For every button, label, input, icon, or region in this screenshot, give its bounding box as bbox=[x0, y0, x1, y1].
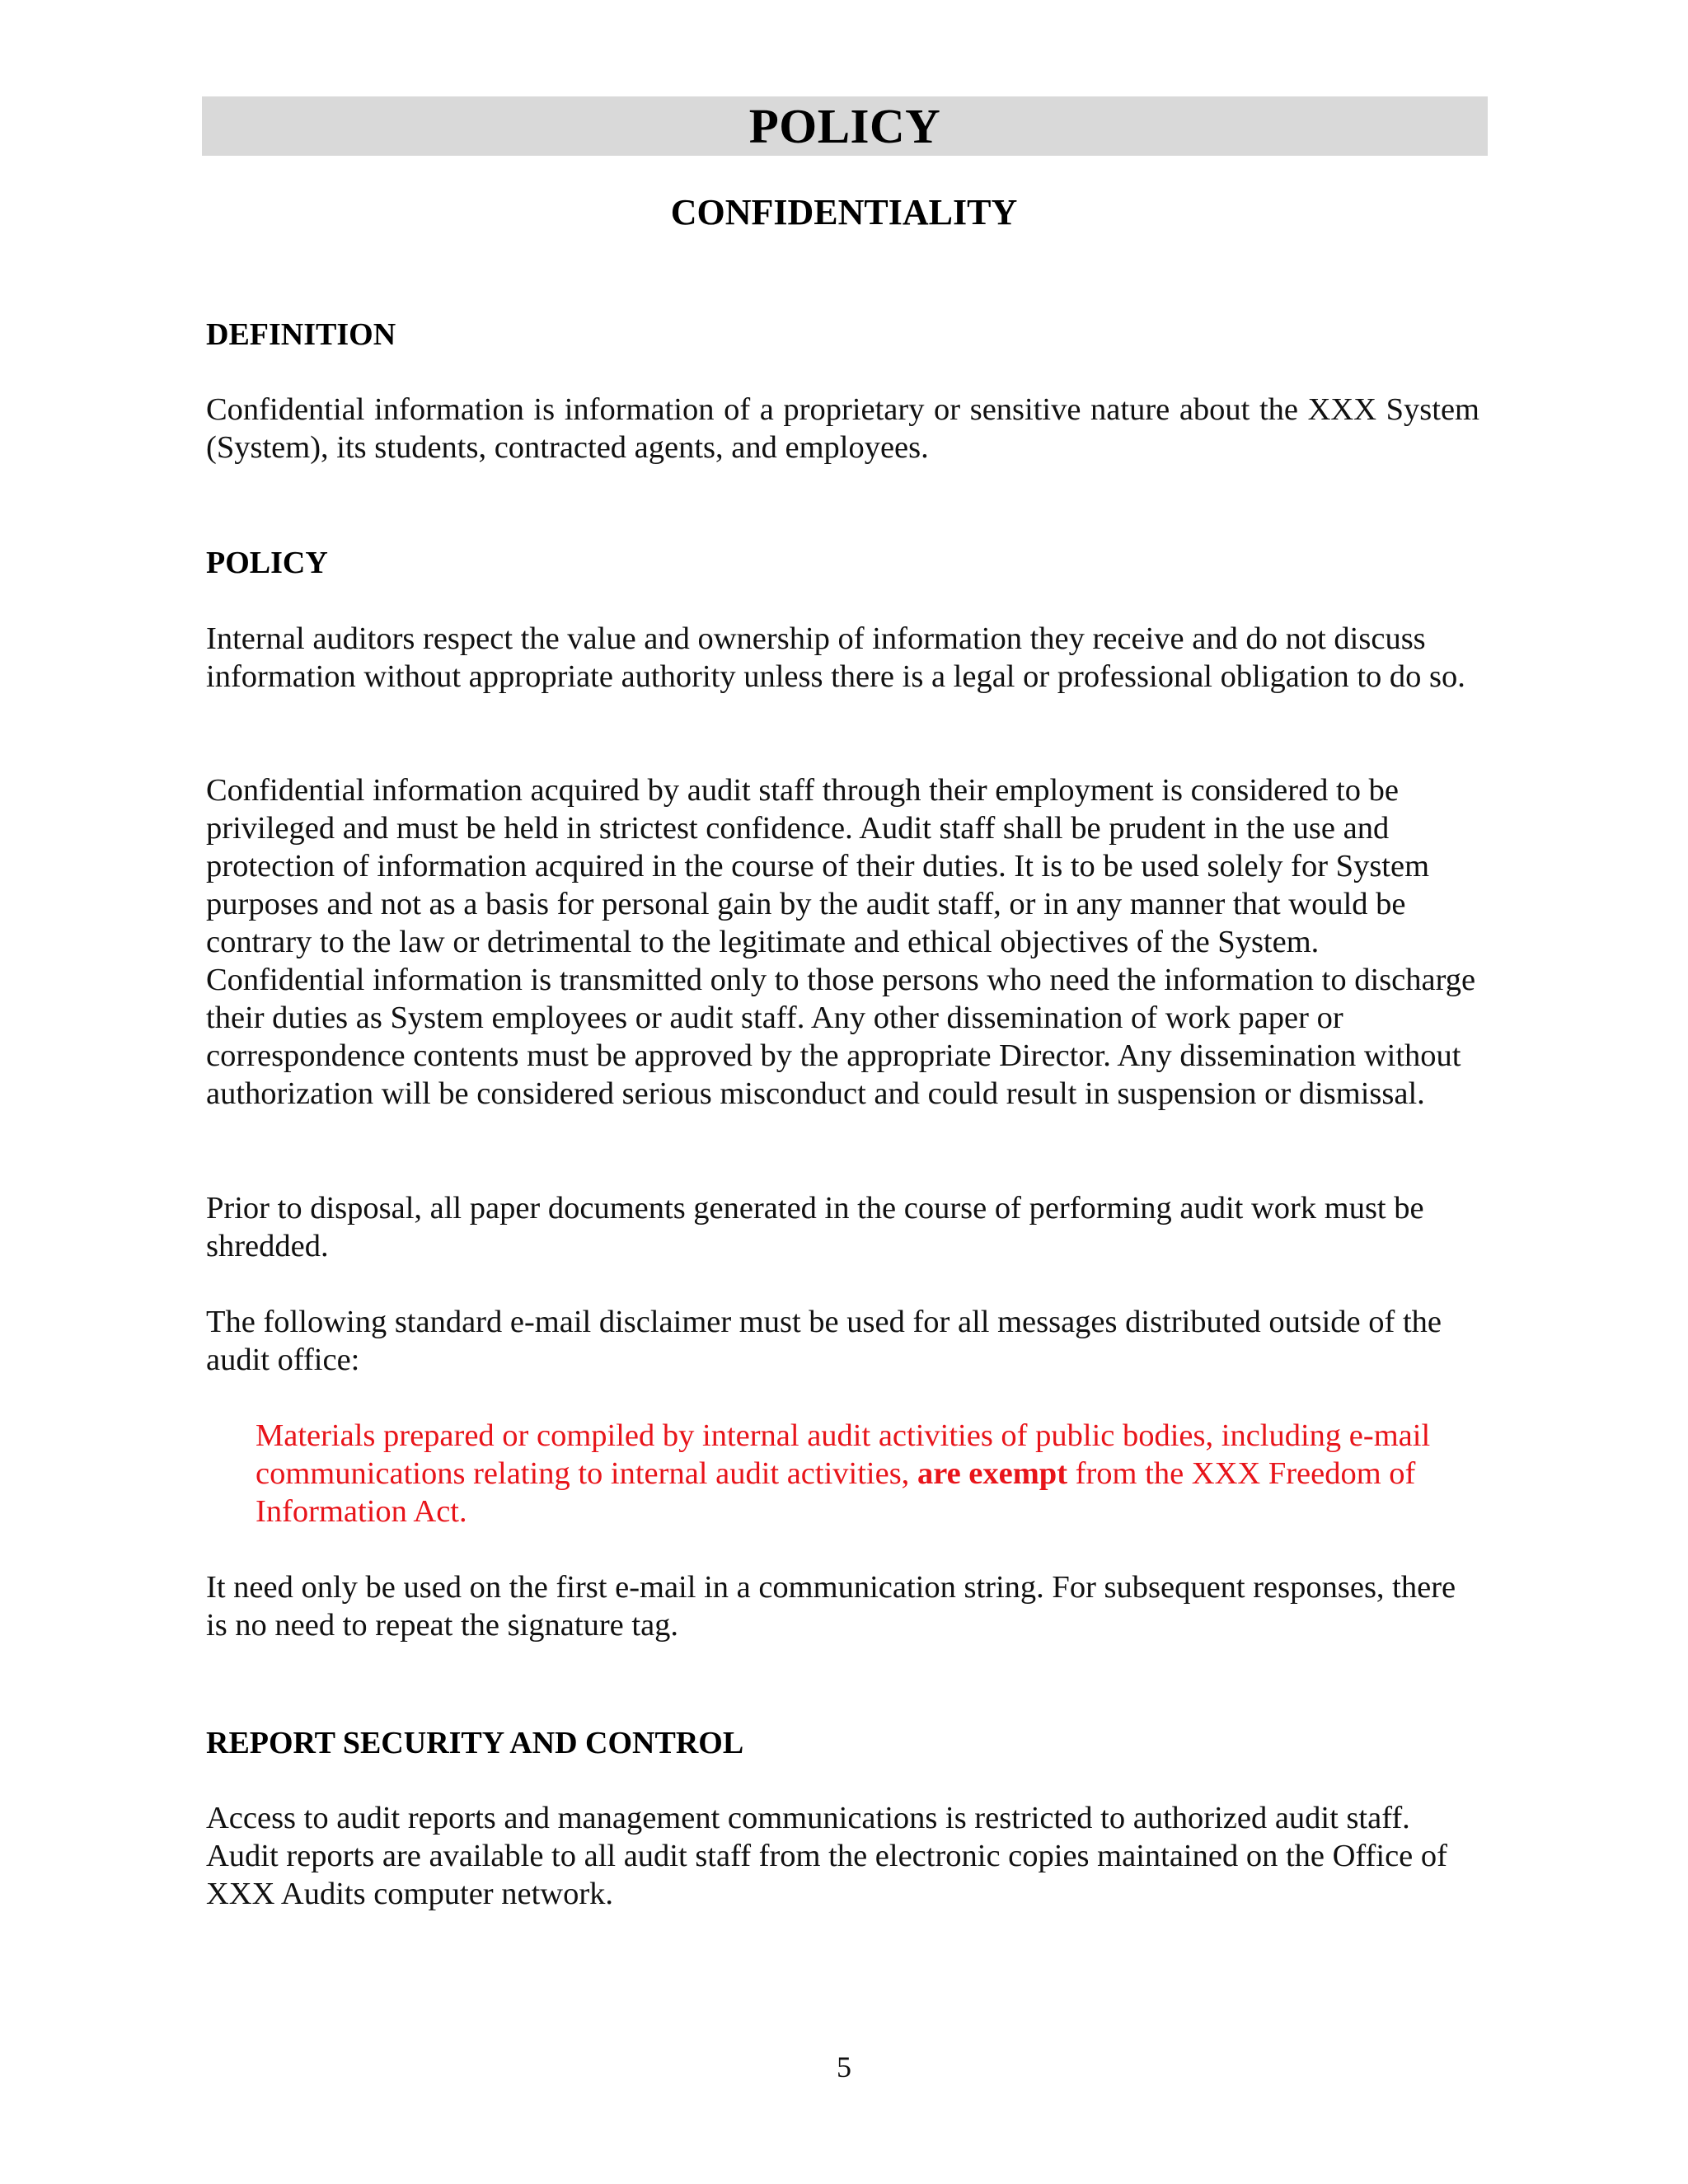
disclaimer-text-start: Materials prepared or compiled by internal audit activities of public bodies, including e-mail communications relating to internal audit activities, bbox=[256, 1418, 1431, 1491]
policy-heading: POLICY bbox=[206, 546, 328, 580]
policy-paragraph-2: Confidential information acquired by audit staff through their employment is considered to be privileged and must be held in strictest confidence. Audit staff shall be prudent in the use and protection of information acquired in the course of their duties. It is to be used solely for System purposes and not as a basis for personal gain by the audit staff, or in any manner that would be contrary to the law or detrimental to the legitimate and ethical objectives of the System. Confidential information is transmitted only to those persons who need the information to discharge their duties as System employees or audit staff. Any other dissemination of work paper or correspondence contents must be approved by the appropriate Director. Any dissemination without authorization will be considered serious misconduct and could result in suspension or dismissal. bbox=[206, 773, 1476, 1111]
disclaimer-text-end: from the XXX Freedom of Information Act. bbox=[256, 1456, 1416, 1529]
policy-paragraph-3: Prior to disposal, all paper documents generated in the course of performing audit work must be shredded. bbox=[206, 1191, 1424, 1263]
report-security-heading: REPORT SECURITY AND CONTROL bbox=[206, 1726, 744, 1760]
title-banner bbox=[202, 96, 1488, 156]
report-security-paragraph: Access to audit reports and management communications is restricted to authorized audit staff. Audit reports are available to all audit staff from the electronic copies maintained on the Office of XXX Audits computer network. bbox=[206, 1801, 1447, 1911]
page-number: 5 bbox=[837, 2050, 851, 2083]
disclaimer-emphasis: are exempt bbox=[917, 1456, 1068, 1491]
definition-heading: DEFINITION bbox=[206, 317, 396, 352]
definition-paragraph: Confidential information is information of a proprietary or sensitive nature about the XXX System (System), its students, contracted agents, and employees. bbox=[206, 392, 1479, 465]
document-subtitle: CONFIDENTIALITY bbox=[670, 192, 1018, 232]
email-disclaimer bbox=[256, 1417, 1488, 1530]
page-title: POLICY bbox=[748, 98, 941, 153]
policy-paragraph-4: The following standard e-mail disclaimer must be used for all messages distributed outside of the audit office: bbox=[206, 1305, 1442, 1377]
policy-paragraph-1: Internal auditors respect the value and ownership of information they receive and do not discuss information without appropriate authority unless there is a legal or professional obligation to do so. bbox=[206, 621, 1465, 694]
policy-paragraph-5: It need only be used on the first e-mail in a communication string. For subsequent responses, there is no need to repeat the signature tag. bbox=[206, 1570, 1456, 1643]
